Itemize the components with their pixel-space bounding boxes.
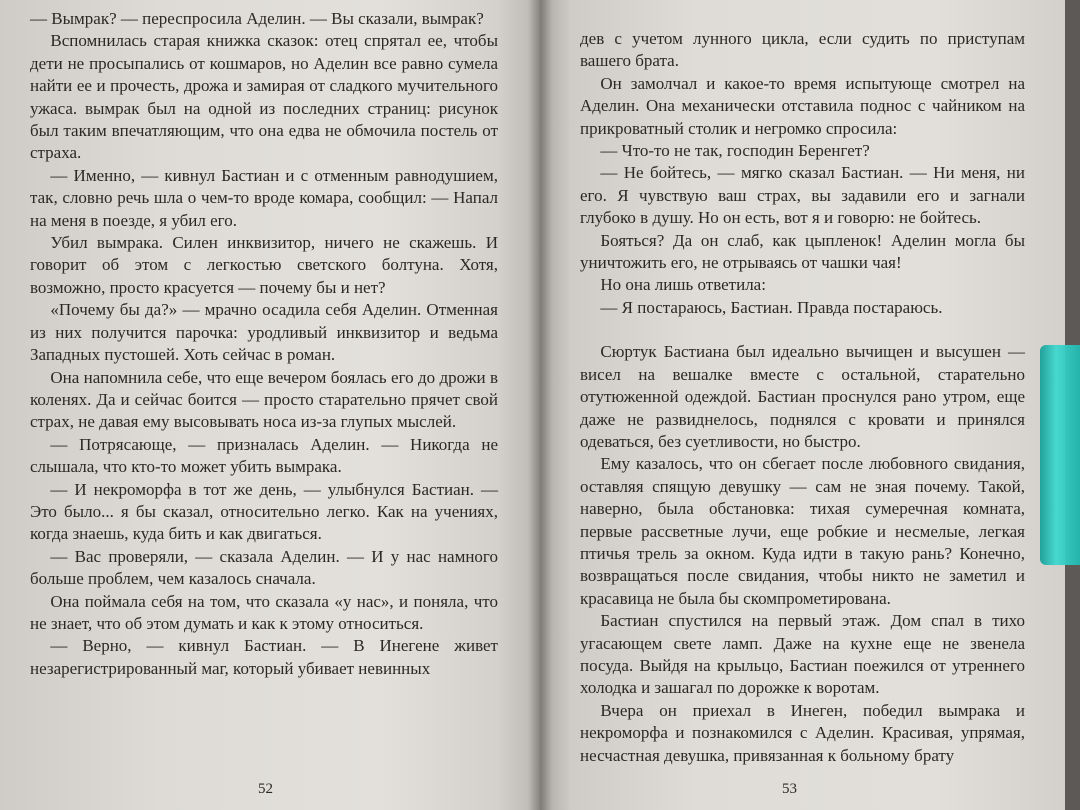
paragraph: Она напомнила себе, что еще вечером боялась его до дрожи в коленях. Да и сейчас боится — просто старательно прячет свой страх, не давая ему высовывать носа из-за глупых мыслей. (30, 367, 498, 432)
paragraph: — И некроморфа в тот же день, — улыбнулся Бастиан. — Это было... я бы сказал, относительно легко. Как на учениях, когда знаешь, куда бить и как двигаться. (30, 479, 498, 544)
paragraph: — Верно, — кивнул Бастиан. — В Инегене живет незарегистрированный маг, который убивает невинных (30, 636, 498, 678)
paragraph: — Не бойтесь, — мягко сказал Бастиан. — Ни меня, ни его. Я чувствую ваш страх, вы задавили его и загнали глубоко в душу. Но он есть, вот я и говорю: не бойтесь. (580, 163, 1025, 228)
paragraph: — Что-то не так, господин Беренгет? (600, 141, 870, 161)
bookmark-ribbon (1040, 345, 1080, 565)
section-break (580, 319, 1025, 341)
paragraph: Бастиан спустился на первый этаж. Дом спал в тихо угасающем свете ламп. Даже на кухне еще не звенела посуда. Выйдя на крыльцо, Бастиан поежился от утреннего холодка и зашагал по дорожке к воротам. (580, 611, 1025, 698)
paragraph: — Я постараюсь, Бастиан. Правда постараюсь. (600, 297, 943, 317)
paragraph: Убил вымрака. Силен инквизитор, ничего не скажешь. И говорит об этом с легкостью светского болтуна. Хотя, возможно, просто красуется — почему бы и нет? (30, 233, 498, 297)
paragraph: Ему казалось, что он сбегает после любовного свидания, оставляя спящую девушку — сам не зная почему. Такой, наверно, была обстановка: тихая сумеречная комната, первые рассветные лучи, еще робкие и несмелые, легкая птичья трель за окном. Куда идти в такую рань? Конечно, возвращаться после свидания, чтобы никто не заметил и красавица не была бы скомпрометирована. (580, 454, 1025, 608)
page-number-right: 53 (782, 781, 797, 797)
right-page-text (580, 28, 1025, 767)
paragraph: — Вас проверяли, — сказала Аделин. — И у нас намного больше проблем, чем казалось сначала. (30, 546, 498, 589)
paragraph: Вчера он приехал в Инеген, победил вымрака и некроморфа и познакомился с Аделин. Красивая, упрямая, несчастная девушка, привязанная к больному брату (580, 700, 1025, 765)
right-page (540, 0, 1065, 810)
paragraph: Бояться? Да он слаб, как цыпленок! Аделин могла бы уничтожить его, не отрываясь от чашки чая! (580, 230, 1025, 273)
left-page-text (30, 8, 498, 680)
paragraph: — Потрясающе, — призналась Аделин. — Никогда не слышала, что кто-то может убить вымрака. (30, 434, 498, 477)
paragraph: Вспомнилась старая книжка сказок: отец спрятал ее, чтобы дети не просыпались от кошмаров, но Аделин все равно сумела найти ее и прочесть, дрожа и замирая от сладкого мучительного ужаса. вымрак был на одной из последних страниц: рисунок был таким впечатляющим, что она едва не обмочила постель от страха. (30, 31, 498, 163)
paragraph: Она поймала себя на том, что сказала «у нас», и поняла, что не знает, что об этом думать и как к этому относиться. (30, 591, 498, 633)
page-number-left: 52 (258, 781, 273, 797)
paragraph: дев с учетом лунного цикла, если судить по приступам вашего брата. (580, 29, 1025, 71)
paragraph: — Именно, — кивнул Бастиан и с отменным равнодушием, так, словно речь шла о чем-то вроде комара, сообщил: — Напал на меня в поезде, я убил его. (30, 165, 498, 230)
paragraph: Сюртук Бастиана был идеально вычищен и высушен — висел на вешалке вместе с остальной, старательно отутюженной одеждой. Бастиан проснулся рано утром, еще даже не развиднелось, поднялся с кровати и принялся одеваться, без суетливости, но быстро. (580, 342, 1025, 451)
paragraph: Он замолчал и какое-то время испытующе смотрел на Аделин. Она механически отставила поднос с чайником на прикроватный столик и негромко спросила: (580, 73, 1025, 138)
paragraph: — Вымрак? — переспросила Аделин. — Вы сказали, вымрак? (30, 9, 484, 28)
paragraph: «Почему бы да?» — мрачно осадила себя Аделин. Отменная из них получится парочка: уродливый инквизитор и ведьма Западных пустошей. Хоть сейчас в роман. (30, 300, 498, 365)
paragraph: Но она лишь ответила: (600, 275, 766, 295)
book-gutter-shadow (528, 0, 552, 810)
